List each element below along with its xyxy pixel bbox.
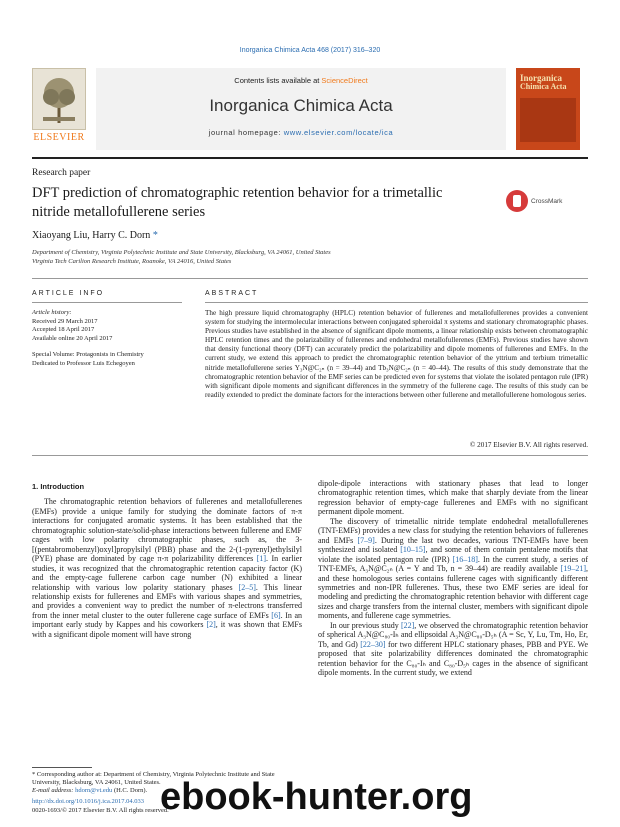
dedication: Dedicated to Professor Luis Echegoyen: [32, 359, 135, 367]
citation-link[interactable]: [10–15]: [400, 545, 426, 555]
intro-text: . This linear relationship exists for fullerenes and EMFs with various shapes and symmetries, and provides a convenient way to predict the number of π-electrons transferred from the inner metal cluster to the outer fullerene cage surface of EMFs: [32, 582, 302, 620]
elsevier-logo: [32, 68, 90, 150]
cover-title-1: Inorganica: [520, 73, 563, 83]
corresponding-author-link[interactable]: *: [150, 230, 158, 241]
intro-text: , and these homologous series contains fullerene cages with significantly different symmetries and non-IPR fullerenes. Thus, these two EMF series are ideal for modeling and predicting the chromatographic retention behavior with different cage sizes and charge transfers from the internal cluster, members with significant dipole moments, and fullerene cage symmetries.: [318, 564, 588, 621]
intro-text: The chromatographic retention behaviors of fullerenes and metallofullerenes (EMFs) provide a unique family for studying the dominate factors of π-π interactions for conjugated aromatic systems. It has been established that the chromatographic solution-state/solid-phase interactions between fullerene and EMF cages with low polarity chromatographic phases, such as, the 3-[(pentabromobenzyl)oxyl]propylsilyl (PBB) phase and the 2-(1-pyrenyl)ethylsilyl (PYE) phase are dominated by cage π-π polarizability differences: [32, 497, 302, 564]
crossmark-label: CrossMark: [531, 197, 563, 205]
elsevier-tree-icon: [32, 68, 86, 130]
doi-link[interactable]: http://dx.doi.org/10.1016/j.ica.2017.04.033: [32, 798, 145, 805]
header-divider: [32, 157, 588, 159]
article-info-heading: ARTICLE INFO: [32, 290, 105, 297]
article-info: [32, 309, 182, 368]
intro-paragraph-continued: dipole-dipole interactions with stationary phases that lead to longer chromatographic retention times, which make that sharply deviate from the linear regression behavior of empty-cage fullerenes and EMFs with no significant permanent dipole moment.: [318, 479, 588, 517]
journal-title: Inorganica Chimica Acta: [209, 96, 393, 115]
homepage-link[interactable]: www.elsevier.com/locate/ica: [283, 128, 394, 137]
intro-text: , and some of them contain pentalene motifs that violate the isolated pentagon rule (IPR): [318, 545, 588, 564]
citation-link[interactable]: [22–30]: [360, 639, 386, 649]
cover-title-2: Chimica Acta: [520, 82, 567, 91]
issn-line: 0020-1693/© 2017 Elsevier B.V. All rights reserved.: [32, 807, 169, 814]
intro-text: The discovery of trimetallic nitride template endohedral metallofullerenes (TNT-EMFs) provides a new class for studying the retention behaviors of fullerenes and EMFs: [318, 516, 588, 545]
contents-line: [96, 76, 506, 85]
citation-link[interactable]: [2]: [206, 620, 216, 630]
journal-cover-thumbnail: [516, 68, 580, 150]
journal-homepage: [96, 128, 506, 137]
citation-link[interactable]: [22]: [400, 620, 415, 630]
crossmark-button[interactable]: [506, 190, 562, 212]
accepted-date: Accepted 18 April 2017: [32, 326, 95, 333]
citation-link[interactable]: [19–21]: [560, 564, 586, 574]
doi-block: [32, 797, 169, 815]
intro-text: In our previous study: [330, 620, 401, 630]
article-title: DFT prediction of chromatographic retention behavior for a trimetallic nitride metallofullerene series: [32, 185, 443, 220]
intro-paragraph-2: [318, 517, 588, 621]
history-label: Article history:: [32, 309, 72, 316]
corresponding-author-note: * Corresponding author at: Department of Chemistry, Virginia Polytechnic Institute and State University, Blacksburg, VA 24061, United States.: [32, 771, 275, 786]
sciencedirect-link[interactable]: ScienceDirect: [321, 76, 368, 85]
special-volume: Special Volume: Protagonists in Chemistry: [32, 351, 144, 358]
email-link[interactable]: hdorn@vt.edu: [75, 787, 113, 794]
affiliation-1: Department of Chemistry, Virginia Polytechnic Institute and State University, Blacksburg, VA 24061, United States: [32, 249, 331, 256]
intro-paragraph-1: [32, 497, 302, 639]
email-label: E-mail address:: [32, 787, 76, 794]
authors-divider: [32, 278, 588, 279]
abstract-text: The high pressure liquid chromatography (HPLC) retention behavior of fullerenes and metallofullerenes provides a convenient system for studying the intermolecular interactions between conjugated spheroidal π systems and stationary chromatographic phases. Previous studies have established in the absence of significant dipole moments, a linear relationship exists between chromatographic HPLC retention times and the polarizability of fullerenes and endohedral metallofullerenes (EMFs). Previous studies have shown that density functional theory (DFT) can accurately predict the polarizability and dipole moments of fullerenes and EMFs. In the current study, we extend this approach to predict the chromatographic retention behavior of the yttrium and terbium trimetallic nitride metallofullerene series Y₃N@C₂ₙ (n = 39–44) and Tb₃N@C₂ₙ (n = 40–44). The results of this study demonstrate that the chromatographic retention behavior of the EMF series can be predicted even for systems that violate the isolated pentagon rule (IPR) with significant dipole moments and significant differences in the symmetry of the fullerene cage. The results of this study can be readily extended to predict the dominate factors for the interactions between other fullerene and metallofullerene homologous series.: [205, 309, 588, 399]
info-divider: [32, 302, 182, 303]
contents-prefix: Contents lists available at: [234, 76, 322, 85]
cover-image: [520, 98, 576, 142]
intro-text: . In an important early study by Kappes and his coworkers: [32, 610, 303, 630]
online-date: Available online 20 April 2017: [32, 334, 113, 342]
right-column: [318, 479, 588, 678]
intro-text: , it was shown that EMFs with a significant dipole moment will have strong: [32, 620, 302, 639]
authors: Xiaoyang Liu, Harry C. Dorn: [32, 230, 151, 241]
abstract-divider: [205, 302, 588, 303]
intro-text: , we observed the chromatographic retention behavior of spherical A₃N@C₈₀-Iₕ and ellipsoidal A₃N@C₈₀-D₅ₕ (A = Sc, Y, Lu, Tm, Ho, Er, Tb, and Gd): [318, 620, 588, 649]
citation-link[interactable]: [2–5]: [238, 582, 256, 592]
received-date: Received 29 March 2017: [32, 317, 98, 325]
footnote-divider: [32, 767, 92, 768]
crossmark-icon: [506, 190, 528, 212]
abstract-copyright: © 2017 Elsevier B.V. All rights reserved.: [469, 441, 588, 449]
journal-banner: [96, 68, 506, 150]
article-type: Research paper: [32, 168, 91, 178]
intro-text: . During the last two decades, various TNT-EMFs have been synthesized and isolated: [318, 535, 588, 555]
intro-text: for two different HPLC stationary phases, PBB and PYE. We proposed that site polarizability differences dominated the chromatographic retention behavior for the C₈₀-Iₕ and C₈₀-D₅ₕ cages in the absence of significant dipole moments. In the current study, we extend: [318, 639, 588, 678]
watermark: ebook-hunter.org: [160, 776, 473, 818]
intro-text: . In the current study, a series of TNT-EMFs, A₃N@C₂ₙ (A = Y and Tb, n = 39–44) are readily available: [318, 554, 588, 574]
journal-citation-link[interactable]: Inorganica Chimica Acta 468 (2017) 316–320: [239, 47, 381, 54]
intro-paragraph-3: [318, 621, 588, 678]
left-column: [32, 482, 302, 639]
citation-link[interactable]: [6]: [271, 610, 281, 620]
citation-link[interactable]: [16–18]: [452, 554, 478, 564]
homepage-prefix: journal homepage:: [208, 128, 284, 137]
author-list: [32, 230, 158, 241]
affiliation-2: Virginia Tech Carilion Research Institute, Roanoke, VA 24016, United States: [32, 258, 232, 265]
masthead: [32, 68, 588, 154]
citation-link[interactable]: [1]: [256, 554, 267, 564]
publisher-name: ELSEVIER: [33, 132, 85, 143]
abstract-heading: ABSTRACT: [205, 290, 259, 297]
email-suffix: (H.C. Dorn).: [112, 787, 148, 794]
abstract-bottom-divider: [32, 455, 588, 456]
introduction-heading: 1. Introduction: [32, 482, 85, 491]
citation-link[interactable]: [7–9]: [357, 535, 375, 545]
intro-text: . In earlier studies, it was recognized that the chromatographic retention capacity factor (K) and the empty-cage fullerene carbon cage number (N) exhibited a linear relationship with various low polarity stationary phases: [32, 554, 303, 592]
